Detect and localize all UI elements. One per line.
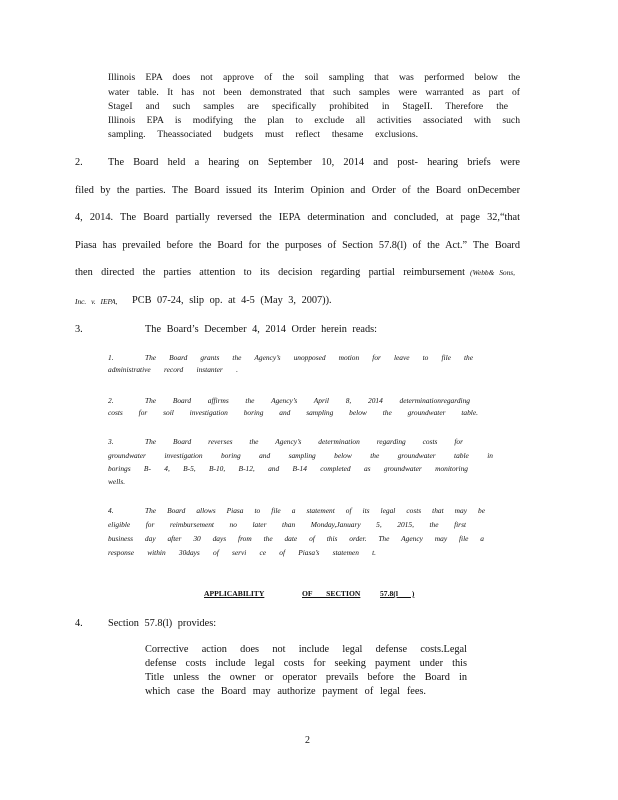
case-citation: (Webb& Sons, [470,268,516,277]
heading-part: 57.8(l ) [380,589,415,598]
order-item-number: 4. [108,506,114,515]
order-item-line: costs for soil investigation boring and sampling below the groundwater table. [108,408,478,417]
case-citation: Inc. v. IEPA, [75,297,118,306]
order-item-line: The Board allows Piasa to file a statement of its legal costs that may be [145,506,485,515]
order-item-line: administrative record instanter . [108,365,238,374]
order-item-line: The Board reverses the Agency’s determination regarding costs for [145,437,463,446]
page-number: 2 [305,735,310,746]
paragraph-line: The Board held a hearing on September 10, 2014 and post- hearing briefs were [108,157,520,168]
intro-line: water table. It has not been demonstrated that such samples were warranted as part of [108,87,520,98]
intro-line: StageI and such samples are specifically prohibited in StageII. Therefore the [108,101,508,112]
intro-line: sampling. Theassociated budgets must reflect thesame exclusions. [108,129,418,140]
order-item-line: The Board grants the Agency’s unopposed motion for leave to file the [145,353,473,362]
paragraph-line: 4, 2014. The Board partially reversed the IEPA determination and concluded, at page 32,“that [75,212,520,223]
order-item-line: borings B- 4, B-5, B-10, B-12, and B-14 completed as groundwater monitoring [108,464,468,473]
intro-line: Illinois EPA is modifying the plan to exclude all activities associated with such [108,115,520,126]
paragraph-number: 4. [75,618,83,629]
statute-line: defense costs include legal costs for seeking payment under this [145,658,467,669]
order-item-number: 1. [108,353,114,362]
order-item-line: groundwater investigation boring and sampling below the groundwater table in [108,451,493,460]
paragraph-line: Section 57.8(l) provides: [108,618,217,629]
order-item-number: 2. [108,396,114,405]
paragraph-number: 2. [75,157,83,168]
order-item-line: business day after 30 days from the date of this order. The Agency may file a [108,534,484,543]
paragraph-line: filed by the parties. The Board issued its Interim Opinion and Order of the Board onDecember [75,185,520,196]
citation-reference: PCB 07-24, slip op. at 4-5 (May 3, 2007)). [132,295,332,306]
order-item-number: 3. [108,437,114,446]
order-item-line: wells. [108,477,126,486]
order-item-line: response within 30days of servi ce of Piasa’s statemen t. [108,548,376,557]
heading-part: OF SECTION [302,589,361,598]
paragraph-line: The Board’s December 4, 2014 Order herein reads: [145,324,378,335]
order-item-line: The Board affirms the Agency’s April 8, 2014 determinationregarding [145,396,470,405]
statute-line: Title unless the owner or operator prevails before the Board in [145,672,467,683]
heading-part: APPLICABILITY [204,589,265,598]
paragraph-line: Piasa has prevailed before the Board for the purposes of Section 57.8(l) of the Act.” The Board [75,240,520,251]
intro-line: Illinois EPA does not approve of the soil sampling that was performed below the [108,72,520,83]
statute-line: Corrective action does not include legal defense costs.Legal [145,644,467,655]
statute-line: which case the Board may authorize payment of legal fees. [145,686,426,697]
order-item-line: eligible for reimbursement no later than Monday,January 5, 2015, the first [108,520,466,529]
paragraph-line: then directed the parties attention to its decision regarding partial reimbursement [75,267,465,278]
paragraph-number: 3. [75,324,83,335]
